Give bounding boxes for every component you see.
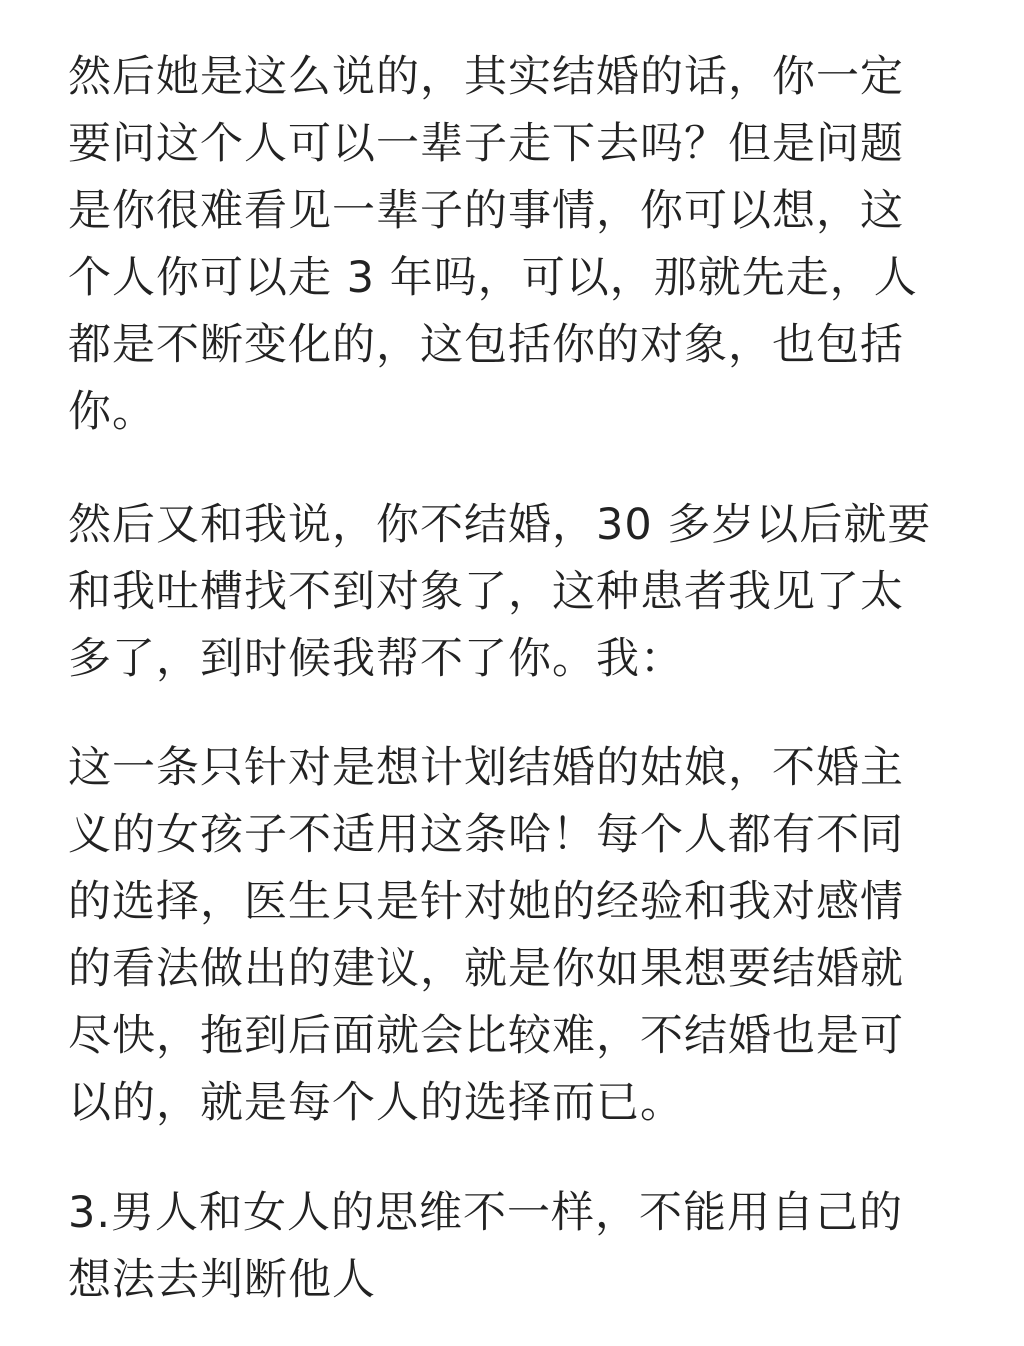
text-line: 你。 — [68, 387, 156, 437]
text-line: 尽快，拖到后面就会比较难，不结婚也是可 — [68, 1011, 904, 1061]
text-line: 以的，就是每个人的选择而已。 — [68, 1078, 684, 1128]
paragraph-disclaimer — [68, 735, 968, 1137]
paragraph-point-3-heading — [68, 1180, 968, 1314]
text-line: 个人你可以走 3 年吗，可以，那就先走，人 — [68, 253, 918, 303]
paragraph-marriage-advice — [68, 44, 968, 446]
text-line: 的选择，医生只是针对她的经验和我对感情 — [68, 877, 904, 927]
text-line: 和我吐槽找不到对象了，这种患者我见了太 — [68, 567, 904, 617]
text-line: 的看法做出的建议，就是你如果想要结婚就 — [68, 944, 904, 994]
text-line: 3.男人和女人的思维不一样，不能用自己的 — [68, 1188, 904, 1238]
text-line: 义的女孩子不适用这条哈！每个人都有不同 — [68, 810, 904, 860]
text-line: 然后她是这么说的，其实结婚的话，你一定 — [68, 52, 904, 102]
text-line: 这一条只针对是想计划结婚的姑娘，不婚主 — [68, 743, 904, 793]
text-line: 然后又和我说，你不结婚，30 多岁以后就要 — [68, 500, 932, 550]
text-line: 多了，到时候我帮不了你。我： — [68, 634, 684, 684]
text-line: 都是不断变化的，这包括你的对象，也包括 — [68, 320, 904, 370]
text-line: 要问这个人可以一辈子走下去吗？但是问题 — [68, 119, 904, 169]
paragraph-doctor-warning — [68, 492, 968, 693]
text-line: 想法去判断他人 — [68, 1255, 376, 1305]
text-line: 是你很难看见一辈子的事情，你可以想，这 — [68, 186, 904, 236]
